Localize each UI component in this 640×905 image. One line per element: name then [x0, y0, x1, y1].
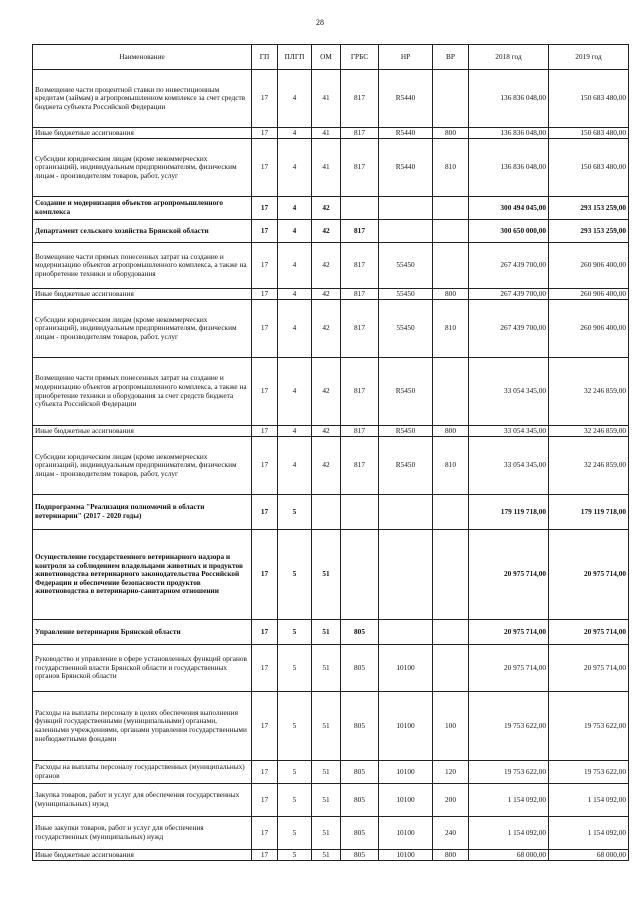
cell-amt-2018: 33 054 345,00 — [469, 437, 549, 495]
cell-om: 51 — [312, 817, 341, 850]
table-row — [33, 300, 629, 358]
cell-name: Возмещение части прямых понесенных затрат на создание и модернизацию объектов агропромышленного комплекса, а также на приобретение техники и оборудования за счет средств бюджета субъекта Российской Федерации — [33, 358, 252, 426]
cell-amt-2019: 150 683 480,00 — [549, 139, 629, 197]
table-header-row — [33, 45, 629, 70]
cell-amt-2018: 1 154 092,00 — [469, 784, 549, 817]
cell-plgp: 4 — [278, 197, 312, 220]
cell-amt-2019: 150 683 480,00 — [549, 70, 629, 128]
cell-nr: 10100 — [379, 850, 433, 861]
cell-vr: 200 — [433, 784, 469, 817]
cell-grbs: 805 — [341, 761, 379, 784]
cell-name: Иные бюджетные ассигнования — [33, 426, 252, 437]
cell-name: Субсидии юридическим лицам (кроме некоммерческих организаций), индивидуальным предпринимателям, физическим лицам - производителям товаров, работ, услуг — [33, 437, 252, 495]
cell-gp: 17 — [252, 495, 278, 530]
table-row — [33, 426, 629, 437]
cell-plgp: 5 — [278, 620, 312, 645]
cell-vr: 800 — [433, 426, 469, 437]
cell-om: 51 — [312, 761, 341, 784]
cell-amt-2018: 20 975 714,00 — [469, 645, 549, 692]
cell-plgp: 5 — [278, 817, 312, 850]
cell-amt-2019: 19 753 622,00 — [549, 761, 629, 784]
cell-om: 41 — [312, 70, 341, 128]
cell-nr — [379, 495, 433, 530]
table-row — [33, 761, 629, 784]
cell-nr: 10100 — [379, 761, 433, 784]
cell-name: Расходы на выплаты персоналу государственных (муниципальных) органов — [33, 761, 252, 784]
cell-amt-2019: 260 906 400,00 — [549, 300, 629, 358]
cell-grbs: 805 — [341, 850, 379, 861]
cell-nr: R5450 — [379, 358, 433, 426]
cell-nr: 10100 — [379, 692, 433, 761]
table-row — [33, 817, 629, 850]
cell-nr: R5450 — [379, 437, 433, 495]
table-row — [33, 850, 629, 861]
cell-om: 42 — [312, 289, 341, 300]
cell-plgp: 4 — [278, 128, 312, 139]
cell-amt-2019: 19 753 622,00 — [549, 692, 629, 761]
cell-amt-2018: 33 054 345,00 — [469, 426, 549, 437]
table-row — [33, 620, 629, 645]
cell-grbs: 817 — [341, 70, 379, 128]
table-row — [33, 358, 629, 426]
cell-amt-2019: 32 246 859,00 — [549, 437, 629, 495]
cell-grbs — [341, 530, 379, 620]
cell-gp: 17 — [252, 243, 278, 289]
cell-plgp: 5 — [278, 761, 312, 784]
cell-gp: 17 — [252, 139, 278, 197]
cell-gp: 17 — [252, 289, 278, 300]
cell-amt-2019: 32 246 859,00 — [549, 358, 629, 426]
cell-grbs: 805 — [341, 620, 379, 645]
cell-vr: 100 — [433, 692, 469, 761]
table-row — [33, 70, 629, 128]
cell-om: 51 — [312, 530, 341, 620]
cell-amt-2019: 260 906 400,00 — [549, 289, 629, 300]
cell-amt-2019: 1 154 092,00 — [549, 817, 629, 850]
cell-amt-2018: 1 154 092,00 — [469, 817, 549, 850]
col-header-grbs: ГРБС — [341, 45, 379, 70]
col-header-name: Наименование — [33, 45, 252, 70]
table-row — [33, 197, 629, 220]
cell-grbs: 817 — [341, 128, 379, 139]
cell-plgp: 4 — [278, 220, 312, 243]
cell-nr: R5440 — [379, 128, 433, 139]
cell-amt-2019: 260 906 400,00 — [549, 243, 629, 289]
cell-grbs: 817 — [341, 437, 379, 495]
cell-grbs — [341, 495, 379, 530]
cell-grbs: 817 — [341, 300, 379, 358]
cell-plgp: 4 — [278, 426, 312, 437]
cell-nr: 10100 — [379, 784, 433, 817]
cell-amt-2018: 33 054 345,00 — [469, 358, 549, 426]
cell-name: Возмещение части прямых понесенных затрат на создание и модернизацию объектов агропромышленного комплекса, а также на приобретение техники и оборудования — [33, 243, 252, 289]
cell-plgp: 5 — [278, 495, 312, 530]
cell-amt-2019: 293 153 259,00 — [549, 197, 629, 220]
cell-name: Иные бюджетные ассигнования — [33, 850, 252, 861]
cell-amt-2019: 293 153 259,00 — [549, 220, 629, 243]
cell-vr: 800 — [433, 289, 469, 300]
table-row — [33, 437, 629, 495]
cell-gp: 17 — [252, 645, 278, 692]
cell-amt-2019: 179 119 718,00 — [549, 495, 629, 530]
table-row — [33, 645, 629, 692]
cell-gp: 17 — [252, 530, 278, 620]
cell-gp: 17 — [252, 620, 278, 645]
cell-plgp: 4 — [278, 300, 312, 358]
cell-om: 42 — [312, 197, 341, 220]
cell-name: Субсидии юридическим лицам (кроме некоммерческих организаций), индивидуальным предпринимателям, физическим лицам - производителям товаров, работ, услуг — [33, 139, 252, 197]
cell-amt-2019: 20 975 714,00 — [549, 530, 629, 620]
cell-om: 51 — [312, 645, 341, 692]
table-row — [33, 784, 629, 817]
cell-vr: 810 — [433, 139, 469, 197]
col-header-vr: ВР — [433, 45, 469, 70]
cell-gp: 17 — [252, 692, 278, 761]
cell-nr: 10100 — [379, 645, 433, 692]
cell-vr — [433, 530, 469, 620]
cell-gp: 17 — [252, 850, 278, 861]
cell-name: Иные бюджетные ассигнования — [33, 128, 252, 139]
page-number: 28 — [316, 18, 324, 27]
cell-vr — [433, 197, 469, 220]
cell-nr — [379, 620, 433, 645]
cell-name: Подпрограмма "Реализация полномочий в области ветеринарии" (2017 - 2020 годы) — [33, 495, 252, 530]
cell-grbs: 805 — [341, 645, 379, 692]
cell-name: Возмещение части процентной ставки по инвестиционным кредитам (займам) в агропромышленном комплексе за счет средств бюджета субъекта Российской Федерации — [33, 70, 252, 128]
cell-amt-2018: 19 753 622,00 — [469, 692, 549, 761]
table-row — [33, 243, 629, 289]
cell-om: 42 — [312, 358, 341, 426]
cell-nr: R5440 — [379, 139, 433, 197]
cell-name: Субсидии юридическим лицам (кроме некоммерческих организаций), индивидуальным предпринимателям, физическим лицам - производителям товаров, работ, услуг — [33, 300, 252, 358]
cell-plgp: 4 — [278, 289, 312, 300]
cell-om: 42 — [312, 300, 341, 358]
cell-name: Департамент сельского хозяйства Брянской области — [33, 220, 252, 243]
cell-plgp: 4 — [278, 70, 312, 128]
cell-om: 42 — [312, 220, 341, 243]
cell-name: Иные бюджетные ассигнования — [33, 289, 252, 300]
cell-amt-2018: 267 439 700,00 — [469, 300, 549, 358]
cell-amt-2018: 300 494 045,00 — [469, 197, 549, 220]
cell-vr: 120 — [433, 761, 469, 784]
cell-om: 51 — [312, 784, 341, 817]
cell-om: 51 — [312, 850, 341, 861]
table-row — [33, 692, 629, 761]
table-row — [33, 139, 629, 197]
cell-vr — [433, 70, 469, 128]
cell-vr: 240 — [433, 817, 469, 850]
cell-vr — [433, 358, 469, 426]
cell-gp: 17 — [252, 358, 278, 426]
col-header-nr: НР — [379, 45, 433, 70]
cell-vr — [433, 645, 469, 692]
cell-gp: 17 — [252, 128, 278, 139]
cell-name: Управление ветеринарии Брянской области — [33, 620, 252, 645]
cell-gp: 17 — [252, 300, 278, 358]
cell-nr: R5440 — [379, 70, 433, 128]
cell-amt-2019: 20 975 714,00 — [549, 620, 629, 645]
cell-nr: R5450 — [379, 426, 433, 437]
cell-amt-2019: 20 975 714,00 — [549, 645, 629, 692]
cell-amt-2018: 136 836 048,00 — [469, 70, 549, 128]
cell-grbs: 805 — [341, 784, 379, 817]
cell-gp: 17 — [252, 70, 278, 128]
col-header-plgp: ПЛГП — [278, 45, 312, 70]
cell-amt-2018: 20 975 714,00 — [469, 620, 549, 645]
cell-gp: 17 — [252, 197, 278, 220]
cell-amt-2019: 32 246 859,00 — [549, 426, 629, 437]
cell-vr — [433, 620, 469, 645]
cell-gp: 17 — [252, 437, 278, 495]
table-row — [33, 289, 629, 300]
cell-amt-2019: 150 683 480,00 — [549, 128, 629, 139]
cell-amt-2018: 267 439 700,00 — [469, 289, 549, 300]
cell-nr — [379, 220, 433, 243]
cell-grbs: 817 — [341, 289, 379, 300]
cell-amt-2018: 300 650 000,00 — [469, 220, 549, 243]
cell-vr — [433, 243, 469, 289]
cell-vr: 810 — [433, 437, 469, 495]
cell-nr: 55450 — [379, 243, 433, 289]
cell-grbs: 817 — [341, 358, 379, 426]
cell-plgp: 4 — [278, 139, 312, 197]
cell-grbs: 817 — [341, 426, 379, 437]
cell-plgp: 5 — [278, 784, 312, 817]
col-header-2018: 2018 год — [469, 45, 549, 70]
cell-grbs: 817 — [341, 220, 379, 243]
cell-vr: 810 — [433, 300, 469, 358]
cell-plgp: 4 — [278, 358, 312, 426]
cell-amt-2018: 20 975 714,00 — [469, 530, 549, 620]
cell-amt-2018: 136 836 048,00 — [469, 139, 549, 197]
col-header-om: ОМ — [312, 45, 341, 70]
cell-gp: 17 — [252, 817, 278, 850]
cell-name: Руководство и управление в сфере установленных функций органов государственной власти Брянской области и государственных органов Брянской области — [33, 645, 252, 692]
cell-plgp: 5 — [278, 530, 312, 620]
cell-amt-2018: 267 439 700,00 — [469, 243, 549, 289]
table-row — [33, 530, 629, 620]
cell-name: Создание и модернизация объектов агропромышленного комплекса — [33, 197, 252, 220]
cell-amt-2019: 68 000,00 — [549, 850, 629, 861]
cell-amt-2018: 179 119 718,00 — [469, 495, 549, 530]
cell-vr — [433, 495, 469, 530]
cell-vr: 800 — [433, 128, 469, 139]
cell-plgp: 5 — [278, 645, 312, 692]
cell-om: 51 — [312, 692, 341, 761]
cell-plgp: 5 — [278, 850, 312, 861]
cell-gp: 17 — [252, 761, 278, 784]
cell-plgp: 4 — [278, 437, 312, 495]
cell-om: 42 — [312, 426, 341, 437]
cell-nr: 55450 — [379, 300, 433, 358]
cell-name: Закупка товаров, работ и услуг для обеспечения государственных (муниципальных) нужд — [33, 784, 252, 817]
budget-table — [32, 44, 629, 861]
cell-name: Осуществление государственного ветеринарного надзора и контроля за соблюдением владельцами животных и продуктов животноводства ветеринарного законодательства Российской Федерации и обеспечение безопасности продуктов животноводства в ветеринарно-санитарном отношении — [33, 530, 252, 620]
cell-nr: 55450 — [379, 289, 433, 300]
cell-amt-2019: 1 154 092,00 — [549, 784, 629, 817]
cell-gp: 17 — [252, 784, 278, 817]
cell-om: 42 — [312, 437, 341, 495]
table-row — [33, 220, 629, 243]
cell-grbs: 817 — [341, 139, 379, 197]
cell-nr: 10100 — [379, 817, 433, 850]
cell-grbs — [341, 197, 379, 220]
cell-amt-2018: 136 836 048,00 — [469, 128, 549, 139]
table-row — [33, 128, 629, 139]
cell-amt-2018: 68 000,00 — [469, 850, 549, 861]
col-header-gp: ГП — [252, 45, 278, 70]
cell-grbs: 805 — [341, 692, 379, 761]
cell-grbs: 805 — [341, 817, 379, 850]
cell-nr — [379, 197, 433, 220]
col-header-2019: 2019 год — [549, 45, 629, 70]
cell-nr — [379, 530, 433, 620]
cell-vr: 800 — [433, 850, 469, 861]
cell-plgp: 4 — [278, 243, 312, 289]
cell-gp: 17 — [252, 426, 278, 437]
table-row — [33, 495, 629, 530]
cell-gp: 17 — [252, 220, 278, 243]
cell-vr — [433, 220, 469, 243]
cell-name: Иные закупки товаров, работ и услуг для обеспечения государственных (муниципальных) нужд — [33, 817, 252, 850]
cell-amt-2018: 19 753 622,00 — [469, 761, 549, 784]
cell-om — [312, 495, 341, 530]
cell-om: 41 — [312, 139, 341, 197]
cell-name: Расходы на выплаты персоналу в целях обеспечения выполнения функций государственными (муниципальными) органами, казенными учреждениями, органами управления государственными внебюджетными фондами — [33, 692, 252, 761]
cell-plgp: 5 — [278, 692, 312, 761]
cell-om: 41 — [312, 128, 341, 139]
cell-om: 42 — [312, 243, 341, 289]
cell-om: 51 — [312, 620, 341, 645]
cell-grbs: 817 — [341, 243, 379, 289]
